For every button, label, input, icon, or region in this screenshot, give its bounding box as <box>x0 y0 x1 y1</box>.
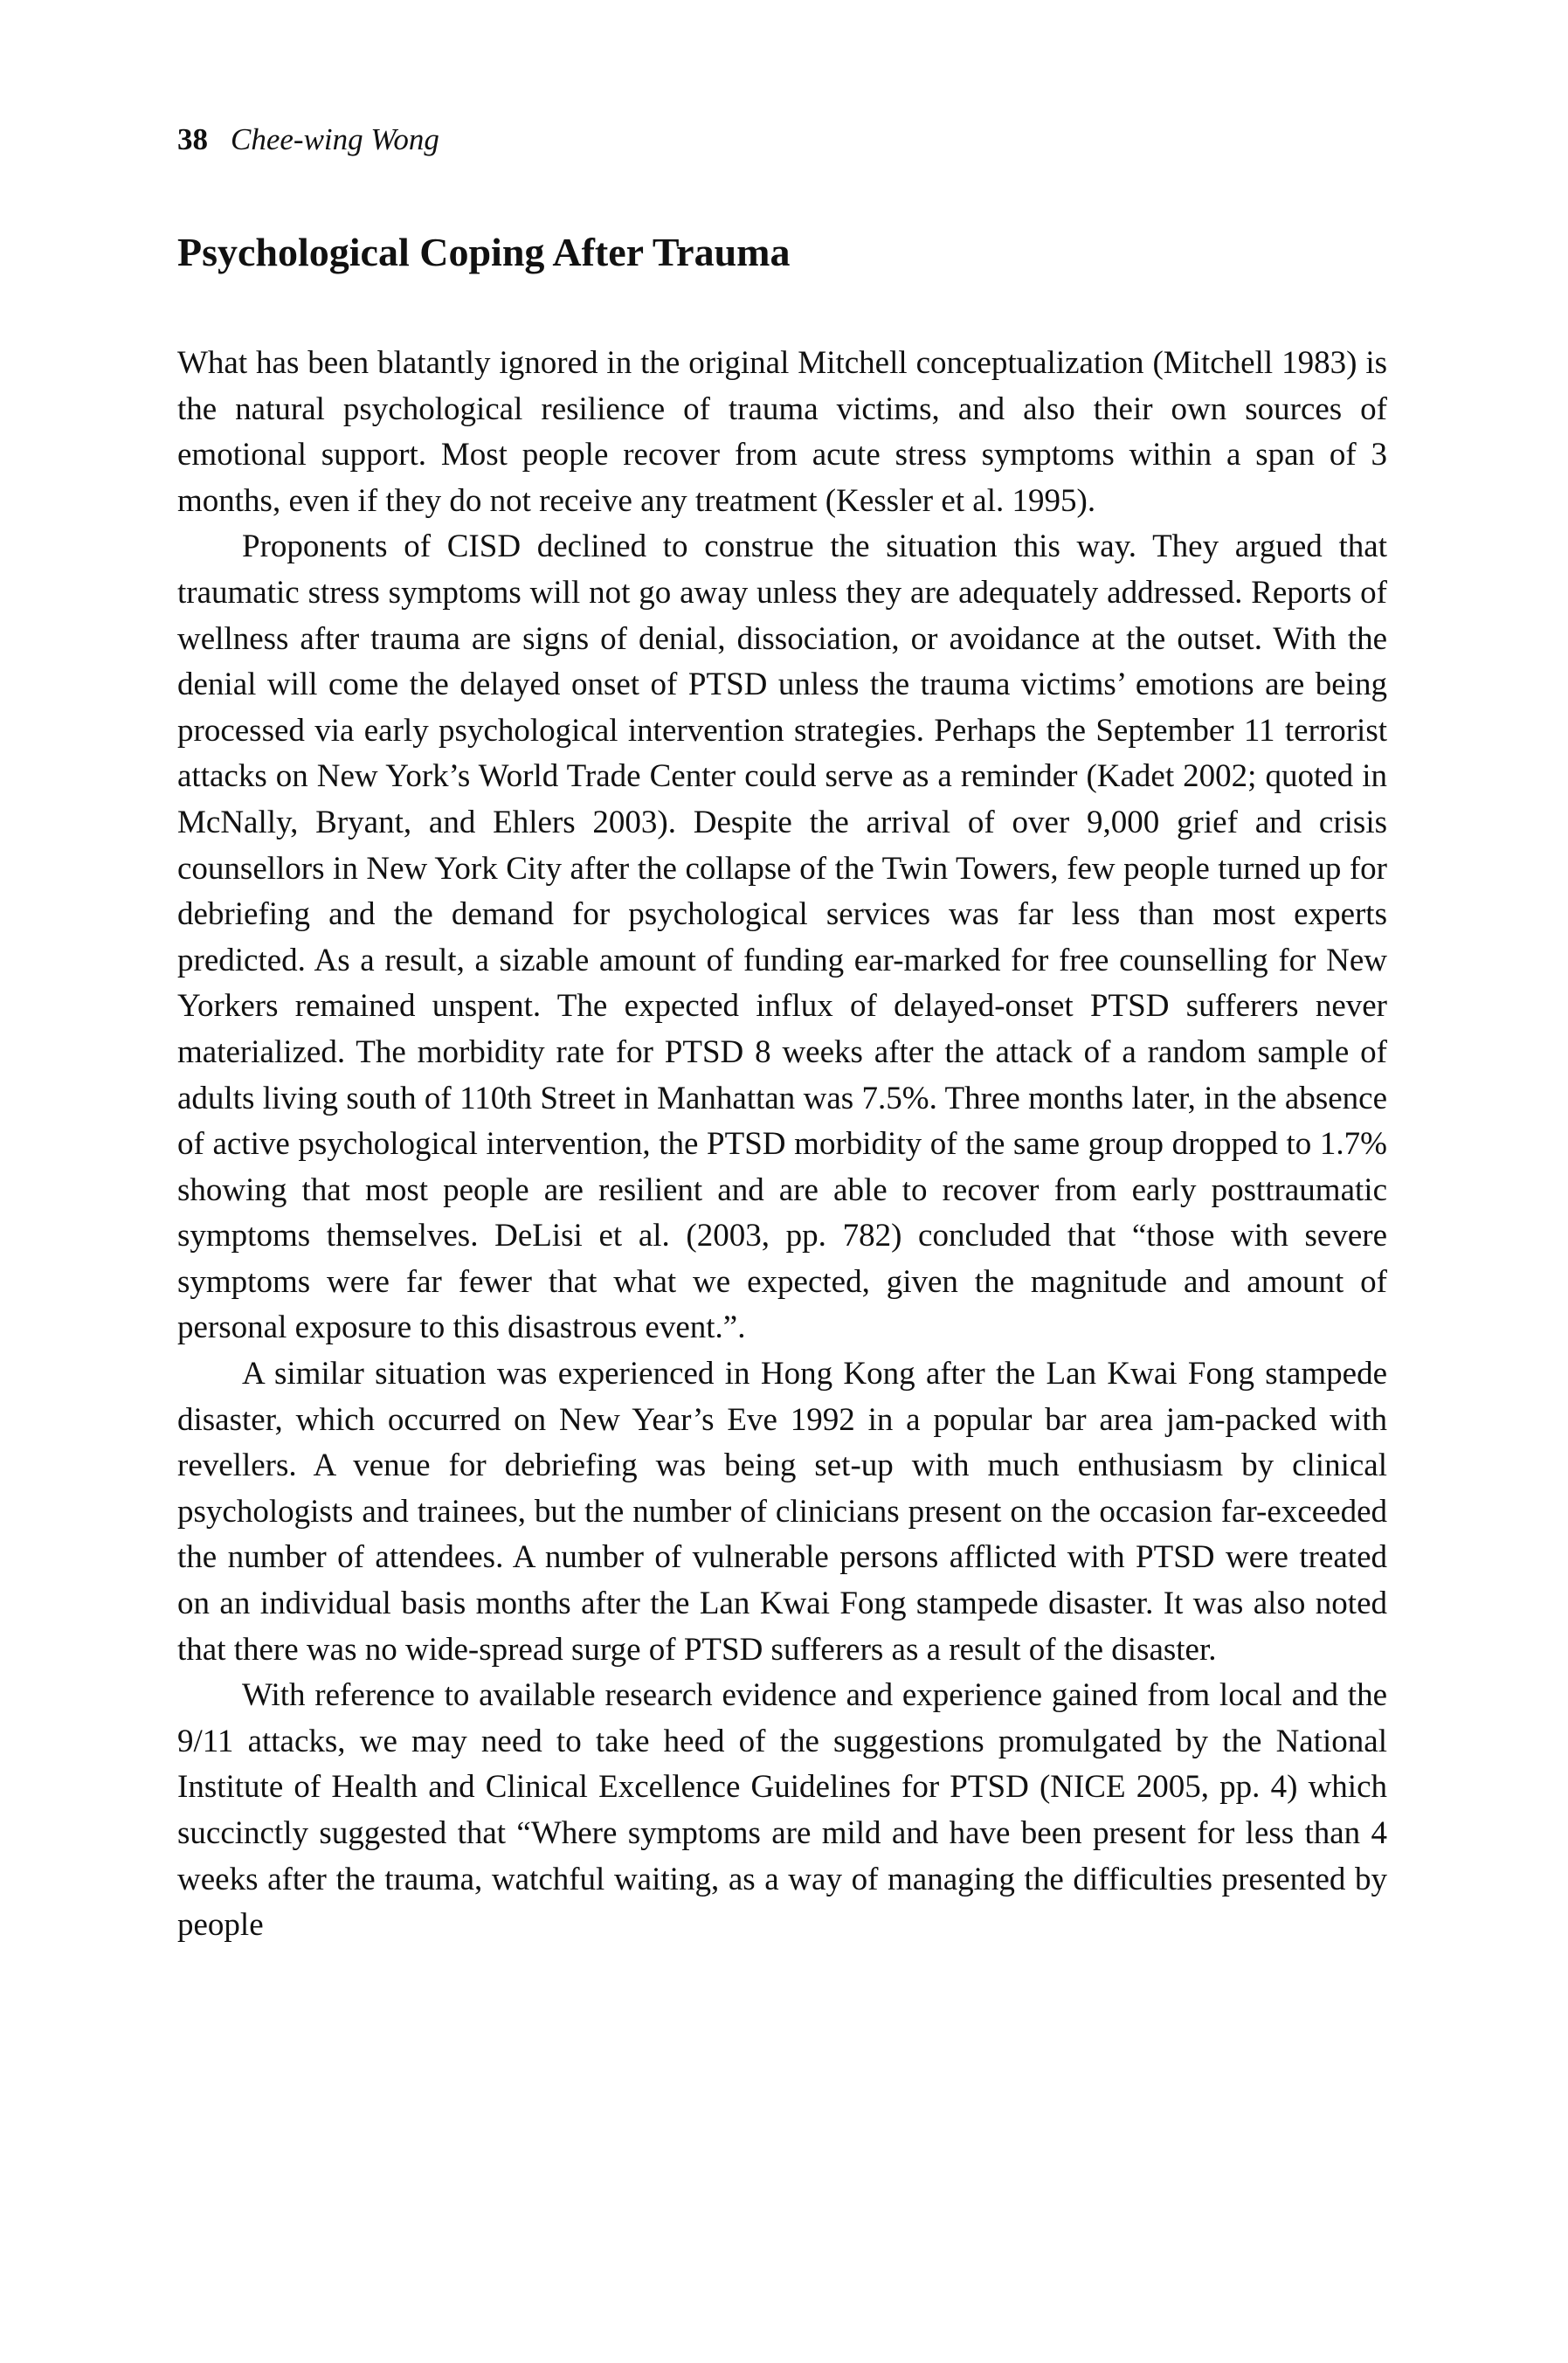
paragraph-2: Proponents of CISD declined to construe the situation this way. They argued that traumatic stress symptoms will not go away unless they are adequately addressed. Reports of wellness after trauma are signs of denial, dissociation, or avoidance at the outset. With the denial will come the delayed onset of PTSD unless the trauma victims’ emotions are being processed via early psychological intervention strategies. Perhaps the September 11 terrorist attacks on New York’s World Trade Center could serve as a reminder (Kadet 2002; quoted in McNally, Bryant, and Ehlers 2003). Despite the arrival of over 9,000 grief and crisis counsellors in New York City after the collapse of the Twin Towers, few people turned up for debriefing and the demand for psychological services was far less than most experts predicted. As a result, a sizable amount of funding ear-marked for free counselling for New Yorkers remained unspent. The expected influx of delayed-onset PTSD sufferers never materialized. The morbidity rate for PTSD 8 weeks after the attack of a random sample of adults living south of 110th Street in Manhattan was 7.5%. Three months later, in the absence of active psychological intervention, the PTSD morbidity of the same group dropped to 1.7% showing that most people are resilient and are able to recover from early posttraumatic symptoms themselves. DeLisi et al. (2003, pp. 782) concluded that “those with severe symptoms were far fewer that what we expected, given the magnitude and amount of personal exposure to this disastrous event.”. <box>177 529 1387 1346</box>
paragraph-1: What has been blatantly ignored in the original Mitchell conceptualization (Mitchell 1983) is the natural psychological resilience of trauma victims, and also their own sources of emotional support. Most people recover from acute stress symptoms within a span of 3 months, even if they do not receive any treatment (Kessler et al. 1995). <box>177 345 1387 519</box>
running-head-author: Chee-wing Wong <box>231 122 439 156</box>
book-page <box>177 122 1387 1949</box>
running-head <box>177 122 1387 157</box>
section-title: Psychological Coping After Trauma <box>177 230 791 274</box>
paragraph-4: With reference to available research evidence and experience gained from local and the 9/11 attacks, we may need to take heed of the suggestions promulgated by the National Institute of Health and Clinical Excellence Guidelines for PTSD (NICE 2005, pp. 4) which succinctly suggested that “Where symptoms are mild and have been present for less than 4 weeks after the trauma, watchful waiting, as a way of managing the difficulties presented by people <box>177 1677 1387 1944</box>
paragraph-3: A similar situation was experienced in Hong Kong after the Lan Kwai Fong stampede disaster, which occurred on New Year’s Eve 1992 in a popular bar area jam-packed with revellers. A venue for debriefing was being set-up with much enthusiasm by clinical psychologists and trainees, but the number of clinicians present on the occasion far-exceeded the number of attendees. A number of vulnerable persons afflicted with PTSD were treated on an individual basis months after the Lan Kwai Fong stampede disaster. It was also noted that there was no wide-spread surge of PTSD sufferers as a result of the disaster. <box>177 1356 1387 1668</box>
page-number: 38 <box>177 122 208 156</box>
body-text <box>177 341 1387 1949</box>
